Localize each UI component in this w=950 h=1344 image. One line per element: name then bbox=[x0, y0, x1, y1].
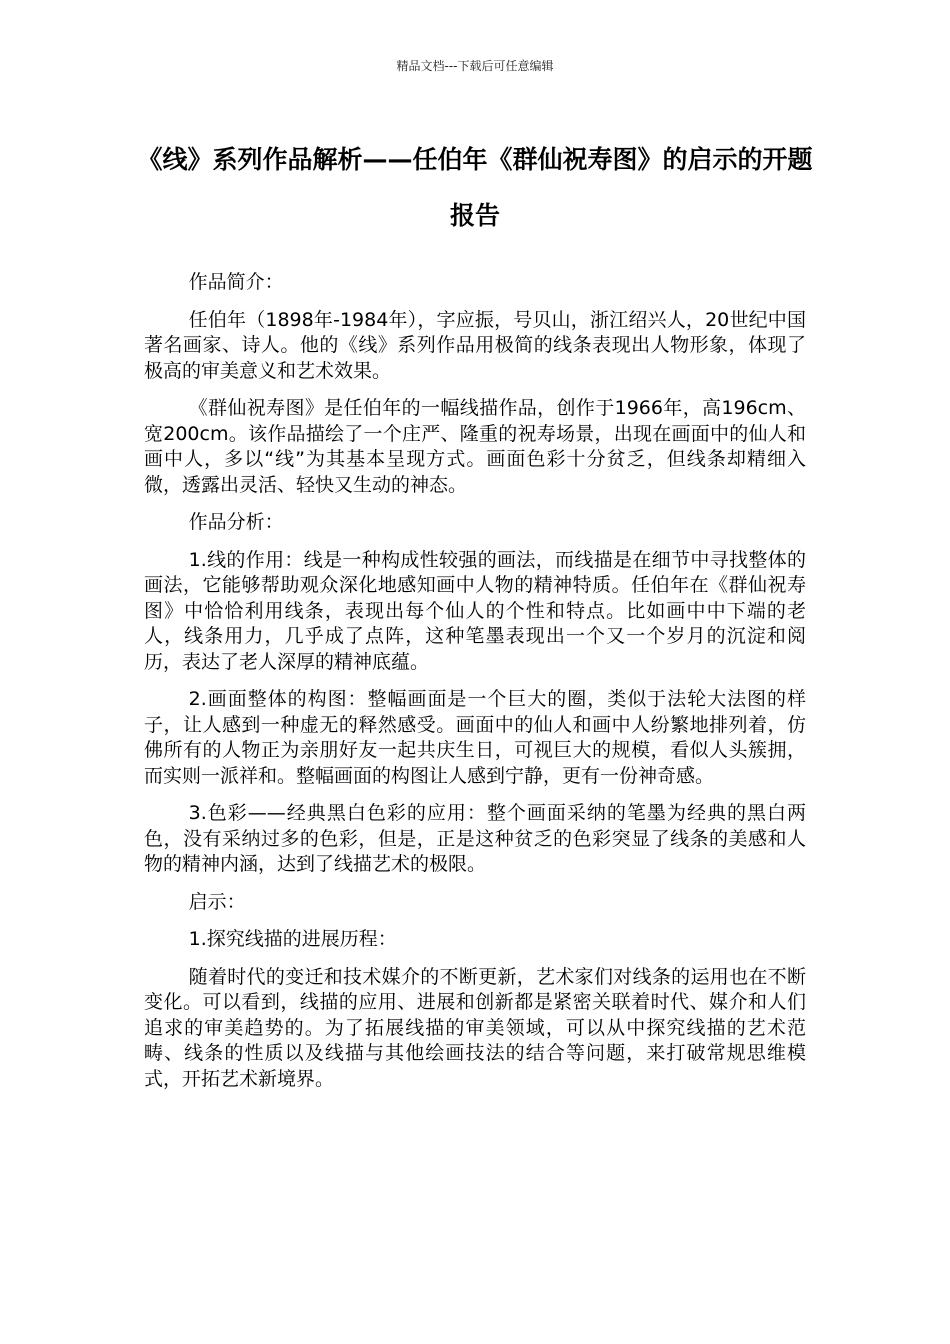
section-heading-introduction: 作品简介： bbox=[188, 271, 284, 293]
header-note: 精品文档---下载后可任意编辑 bbox=[396, 59, 554, 73]
section-heading-insight: 启示： bbox=[188, 890, 246, 913]
paragraph-analysis-color: 3.色彩——经典黑白色彩的应用：整个画面采纳的笔墨为经典的黑白两色，没有采纳过多的色彩，但是，正是这种贫乏的色彩突显了线条的美感和人物的精神内涵，达到了线描艺术的极限。 bbox=[144, 802, 806, 875]
section-heading-analysis: 作品分析： bbox=[188, 511, 284, 533]
paragraph-analysis-line: 1.线的作用：线是一种构成性较强的画法，而线描是在细节中寻找整体的画法，它能够帮助观众深化地感知画中人物的精神特质。任伯年在《群仙祝寿图》中恰恰利用线条，表现出每个仙人的个性和特点。比如画中中下端的老人，线条用力，几乎成了点阵，这种笔墨表现出一个又一个岁月的沉淀和阅历，表达了老人深厚的精神底蕴。 bbox=[144, 548, 806, 673]
paragraph-insight-development: 随着时代的变迁和技术媒介的不断更新，艺术家们对线条的运用也在不断变化。可以看到，线描的应用、进展和创新都是紧密关联着时代、媒介和人们追求的审美趋势的。为了拓展线描的审美领域，可以从中探究线描的艺术范畴、线条的性质以及线描与其他绘画技法的结合等问题，来打破常规思维模式，开拓艺术新境界。 bbox=[144, 965, 806, 1090]
subheading-insight-1: 1.探究线描的进展历程： bbox=[188, 928, 397, 950]
paragraph-artist-bio: 任伯年（1898年-1984年），字应振，号贝山，浙江绍兴人，20世纪中国著名画家、诗人。他的《线》系列作品用极简的线条表现出人物形象，体现了极高的审美意义和艺术效果。 bbox=[144, 308, 806, 382]
document-title: 《线》系列作品解析——任伯年《群仙祝寿图》的启示的开题报告 bbox=[137, 145, 813, 230]
paragraph-artwork-description: 《群仙祝寿图》是任伯年的一幅线描作品，创作于1966年，高196cm、宽200cm。该作品描绘了一个庄严、隆重的祝寿场景，出现在画面中的仙人和画中人，多以“线”为其基本呈现方式。画面色彩十分贫乏，但线条却精细入微，透露出灵活、轻快又生动的神态。 bbox=[144, 397, 806, 496]
paragraph-analysis-composition: 2.画面整体的构图：整幅画面是一个巨大的圈，类似于法轮大法图的样子，让人感到一种虚无的释然感受。画面中的仙人和画中人纷繁地排列着，仿佛所有的人物正为亲朋好友一起共庆生日，可视巨大的规模，看似人头簇拥，而实则一派祥和。整幅画面的构图让人感到宁静，更有一份神奇感。 bbox=[144, 688, 806, 787]
document-body bbox=[144, 270, 806, 1104]
